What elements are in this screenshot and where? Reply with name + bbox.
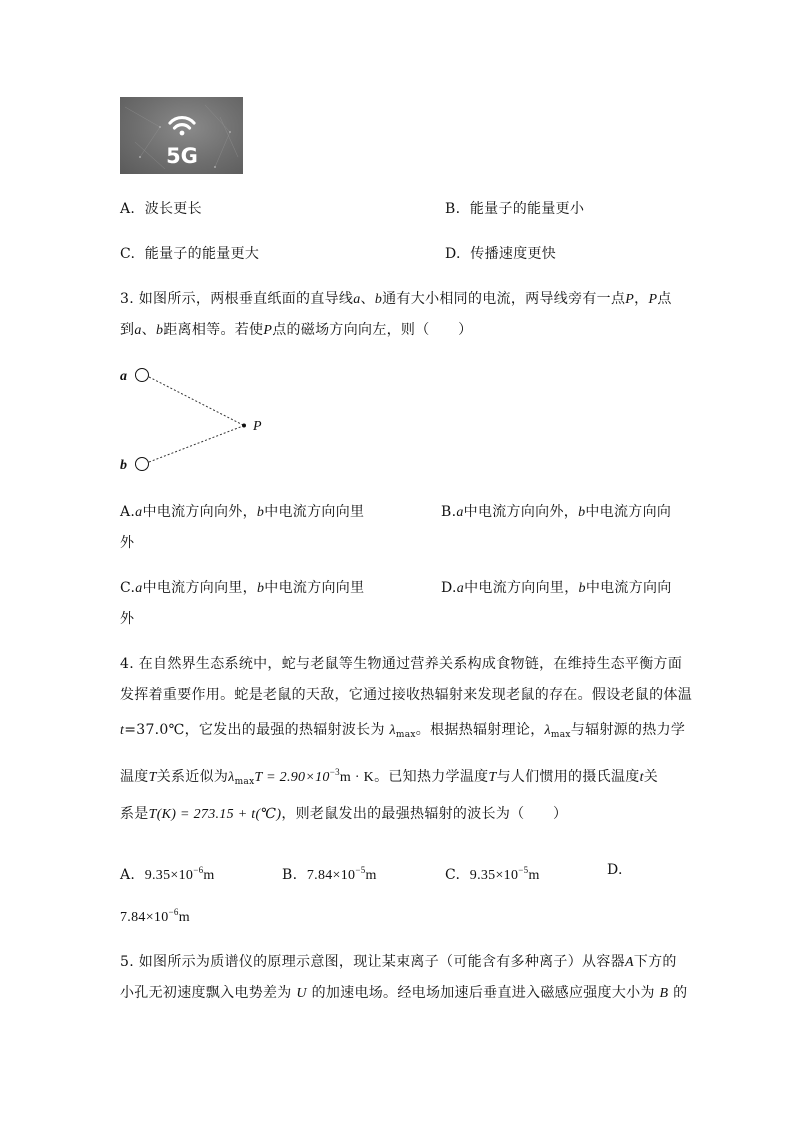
q4-stem-line1: 4. 在自然界生态系统中，蛇与老鼠等生物通过营养关系构成食物链，在维持生态平衡方面 (120, 656, 683, 672)
wire-a (136, 369, 149, 382)
logo-text: 5G (166, 144, 198, 168)
q2-option-b[interactable]: B. 能量子的能量更小 (445, 201, 585, 217)
q3-option-b[interactable]: B.a中电流方向向外，b中电流方向向 (441, 504, 672, 520)
q4-option-a[interactable]: A. $9.35\times 10^{-6}m$ (120, 865, 215, 883)
q4-option-d-key[interactable]: D. (607, 862, 623, 878)
q4-option-d-value[interactable]: $7.84\times 10^{-6}m$ (120, 907, 190, 925)
q3-stem-line2: 到a、b距离相等。若使P点的磁场方向向左，则（ ） (120, 322, 473, 338)
temperature-conversion-formula: T(K) = 273.15 + t(℃) (148, 807, 282, 822)
q2-option-d[interactable]: D. 传播速度更快 (445, 246, 557, 262)
q2-option-a[interactable]: A. 波长更长 (120, 201, 202, 217)
point-p (242, 424, 246, 428)
line-b-to-p (149, 426, 243, 462)
q3-option-b-wrap: 外 (120, 535, 135, 551)
q3-option-d[interactable]: D.a中电流方向向里，b中电流方向向 (441, 580, 672, 596)
q2-option-c[interactable]: C. 能量子的能量更大 (120, 246, 260, 262)
q4-stem-line2: 发挥着重要作用。蛇是老鼠的天敌，它通过接收热辐射来发现老鼠的存在。假设老鼠的体温 (120, 687, 692, 703)
wien-formula: T = 2.90×10 (254, 770, 330, 785)
wire-b (136, 458, 149, 471)
q3-stem-line1: 3. 如图所示，两根垂直纸面的直导线a、b通有大小相同的电流，两导线旁有一点P，P点 (120, 291, 672, 307)
q4-stem-line4: 温度T关系近似为$\lambda_{max}T = 2.90\times 10^{-3}m \cdot K$。已知热力学温度T与人们惯用的摄氏温度t关 (120, 767, 659, 787)
q3-option-d-wrap: 外 (120, 611, 135, 627)
point-p-label: P (253, 419, 262, 434)
q5-stem-line1: 5. 如图所示为质谱仪的原理示意图，现让某束离子（可能含有多种离子）从容器A下方的 (120, 954, 677, 970)
q3-option-c[interactable]: C.a中电流方向向里，b中电流方向向里 (120, 580, 365, 596)
q4-option-b[interactable]: B. $7.84\times 10^{-5}m$ (282, 865, 377, 883)
q5-stem-line2: 小孔无初速度飘入电势差为 U 的加速电场。经电场加速后垂直进入磁感应强度大小为 B 的 (120, 985, 688, 1001)
5g-logo-image (120, 97, 243, 174)
q4-stem-line5: 系是T(K) = 273.15 + t(℃)，则老鼠发出的最强热辐射的波长为（ ） (120, 806, 568, 822)
wire-b-label: b (120, 458, 127, 473)
lambda-max-symbol: λ (389, 723, 396, 738)
wire-a-label: a (120, 369, 127, 384)
network-background (120, 97, 243, 174)
q3-wire-diagram (112, 360, 272, 475)
wifi-icon (170, 118, 194, 136)
line-a-to-p (149, 377, 243, 425)
q4-stem-line3: t=37.0℃，它发出的最强的热辐射波长为 $\lambda_{max}$。根据热辐射理论，$\lambda_{max}$与辐射源的热力学 (120, 722, 686, 740)
q4-option-c[interactable]: C. $9.35\times 10^{-5}m$ (445, 865, 540, 883)
q3-option-a[interactable]: A.a中电流方向向外，b中电流方向向里 (120, 504, 365, 520)
